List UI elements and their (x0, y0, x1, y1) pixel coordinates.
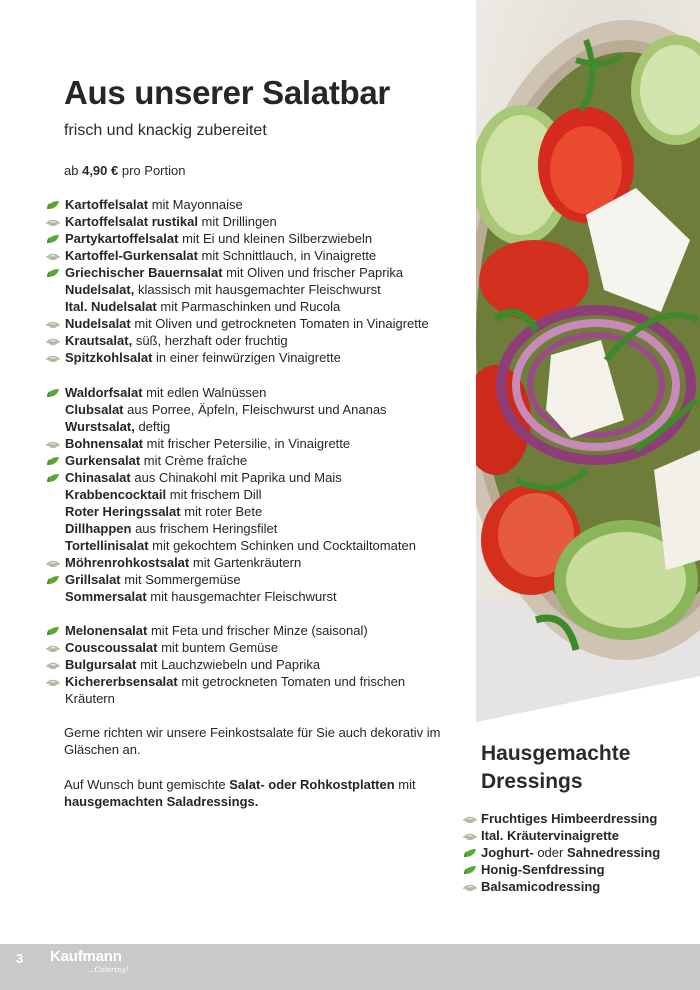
brand-logo: Kaufmann (50, 948, 122, 965)
list-item (46, 315, 429, 332)
list-item (46, 639, 446, 656)
list-item (463, 844, 660, 861)
list-item (46, 469, 416, 486)
item-desc: mit Schnittlauch, in Vinaigrette (197, 248, 377, 263)
item-name: Möhrenrohkostsalat (65, 555, 190, 570)
dressings-title (481, 740, 630, 796)
item-name: Bohnensalat (65, 436, 144, 451)
list-item (46, 554, 416, 571)
note-jar-presentation: Gerne richten wir unsere Feinkostsalate für Sie auch dekorativ im Gläschen an. (64, 725, 441, 757)
item-name: Partykartoffelsalat (65, 231, 179, 246)
brand-tagline: ...Catering! (88, 966, 129, 974)
price-prefix: ab (64, 163, 79, 178)
item-name: Couscoussalat (65, 640, 158, 655)
item-name: Nudelsalat (65, 316, 131, 331)
list-item (46, 281, 429, 298)
item-desc: mit Mayonnaise (148, 197, 243, 212)
item-name: Krabbencocktail (65, 487, 167, 502)
item-name: Krautsalat, (65, 333, 133, 348)
page-title: Aus unserer Salatbar (64, 74, 390, 111)
item-desc: mit Parmaschinken und Rucola (156, 299, 341, 314)
list-item (46, 384, 416, 401)
list-item (46, 435, 416, 452)
item-name: Honig-Senfdressing (481, 862, 605, 877)
vegetarian-leaf-icon (46, 388, 60, 398)
note-platters (64, 776, 454, 810)
item-name: Clubsalat (65, 402, 124, 417)
price-value: 4,90 € (82, 163, 119, 178)
item-name: Ital. Kräutervinaigrette (481, 828, 619, 843)
item-desc: mit buntem Gemüse (157, 640, 279, 655)
price-suffix: pro Portion (121, 163, 186, 178)
item-name: Dillhappen (65, 521, 132, 536)
item-name: Spitzkohlsalat (65, 350, 153, 365)
list-item (46, 673, 446, 707)
item-name: Tortellinisalat (65, 538, 149, 553)
list-item (46, 230, 429, 247)
vegan-bowl-icon (46, 353, 60, 363)
vegan-bowl-icon (46, 251, 60, 261)
item-desc: aus Porree, Äpfeln, Fleischwurst und Ananas (123, 402, 387, 417)
item-name: Fruchtiges Himbeerdressing (481, 811, 658, 826)
vegan-bowl-icon (463, 882, 477, 892)
item-desc: mit getrockneten Tomaten und frischen Kräutern (65, 674, 406, 706)
item-desc: mit roter Bete (180, 504, 263, 519)
salad-list-potato-pasta (46, 196, 429, 366)
vegan-bowl-icon (463, 814, 477, 824)
list-item (46, 520, 416, 537)
vegan-bowl-icon (46, 439, 60, 449)
list-item (46, 349, 429, 366)
item-desc: mit gekochtem Schinken und Cocktailtomaten (148, 538, 416, 553)
item-desc: süß, herzhaft oder fruchtig (132, 333, 288, 348)
page-subtitle: frisch und knackig zubereitet (64, 122, 267, 139)
vegan-bowl-icon (46, 677, 60, 687)
item-desc: mit Lauchzwiebeln und Paprika (136, 657, 321, 672)
item-desc: deftig (134, 419, 171, 434)
note-platters-dressings: hausgemachten Saladressings. (64, 794, 259, 809)
vegetarian-leaf-icon (46, 234, 60, 244)
vegetarian-leaf-icon (46, 473, 60, 483)
list-item (46, 537, 416, 554)
item-name: Nudelsalat, (65, 282, 135, 297)
item-desc: mit Feta und frischer Minze (saisonal) (147, 623, 368, 638)
dressings-title-line1: Hausgemachte (481, 742, 631, 765)
item-name: Griechischer Bauernsalat (65, 265, 223, 280)
list-item (46, 452, 416, 469)
vegan-bowl-icon (46, 660, 60, 670)
dressings-title-line2: Dressings (481, 770, 583, 793)
list-item (46, 622, 446, 639)
item-name: Waldorfsalat (65, 385, 143, 400)
item-desc: in einer feinwürzigen Vinaigrette (152, 350, 341, 365)
list-item (46, 486, 416, 503)
item-name: Melonensalat (65, 623, 148, 638)
item-name: Ital. Nudelsalat (65, 299, 157, 314)
note-platters-text: Auf Wunsch bunt gemischte (64, 777, 230, 792)
vegetarian-leaf-icon (46, 456, 60, 466)
vegetarian-leaf-icon (46, 200, 60, 210)
list-item (463, 810, 660, 827)
vegan-bowl-icon (463, 831, 477, 841)
list-item (463, 878, 660, 895)
vegan-bowl-icon (46, 319, 60, 329)
vegetarian-leaf-icon (463, 865, 477, 875)
salad-list-classic (46, 384, 416, 605)
item-name: Kichererbsensalat (65, 674, 178, 689)
item-name: Wurstsalat, (65, 419, 135, 434)
page-number: 3 (16, 951, 24, 966)
note-platters-text-mid: mit (394, 777, 416, 792)
item-name: Kartoffelsalat (65, 197, 149, 212)
salad-photo (476, 0, 700, 722)
item-desc: mit Oliven und getrockneten Tomaten in Vinaigrette (130, 316, 429, 331)
item-desc: mit hausgemachter Fleischwurst (146, 589, 337, 604)
item-desc: mit Gartenkräutern (189, 555, 302, 570)
item-desc: mit frischem Dill (166, 487, 262, 502)
item-desc: oder (533, 845, 567, 860)
list-item (46, 247, 429, 264)
vegetarian-leaf-icon (463, 848, 477, 858)
list-item (46, 588, 416, 605)
dressings-list (463, 810, 660, 895)
vegan-bowl-icon (46, 217, 60, 227)
item-name: Grillsalat (65, 572, 121, 587)
item-desc: klassisch mit hausgemachter Fleischwurst (134, 282, 381, 297)
vegan-bowl-icon (46, 336, 60, 346)
list-item (46, 298, 429, 315)
item-desc: mit edlen Walnüssen (142, 385, 267, 400)
vegetarian-leaf-icon (46, 575, 60, 585)
item-desc: aus frischem Heringsfilet (131, 521, 278, 536)
item-name: Balsamicodressing (481, 879, 601, 894)
page-footer (0, 944, 700, 990)
item-desc: mit Sommergemüse (120, 572, 241, 587)
item-name: Joghurt- (481, 845, 534, 860)
list-item (463, 827, 660, 844)
item-name-2: Sahnedressing (566, 845, 661, 860)
note-platters-bold: Salat- oder Rohkostplatten (229, 777, 395, 792)
list-item (46, 264, 429, 281)
item-name: Gurkensalat (65, 453, 141, 468)
price-line (64, 163, 185, 178)
item-desc: mit Drillingen (197, 214, 277, 229)
vegan-bowl-icon (46, 558, 60, 568)
list-item (46, 332, 429, 349)
list-item (463, 861, 660, 878)
item-name: Sommersalat (65, 589, 147, 604)
item-name: Kartoffelsalat rustikal (65, 214, 198, 229)
list-item (46, 656, 446, 673)
item-name: Kartoffel-Gurkensalat (65, 248, 198, 263)
item-desc: mit frischer Petersilie, in Vinaigrette (143, 436, 351, 451)
item-name: Bulgursalat (65, 657, 137, 672)
vegetarian-leaf-icon (46, 268, 60, 278)
vegan-bowl-icon (46, 643, 60, 653)
item-desc: mit Crème fraîche (140, 453, 248, 468)
list-item (46, 196, 429, 213)
item-desc: mit Oliven und frischer Paprika (222, 265, 404, 280)
salad-bowl-illustration (476, 0, 700, 722)
salad-list-grain (46, 622, 446, 707)
list-item (46, 571, 416, 588)
item-desc: aus Chinakohl mit Paprika und Mais (130, 470, 342, 485)
list-item (46, 213, 429, 230)
list-item (46, 503, 416, 520)
item-desc: mit Ei und kleinen Silberzwiebeln (178, 231, 373, 246)
item-name: Chinasalat (65, 470, 131, 485)
item-name: Roter Heringssalat (65, 504, 181, 519)
list-item (46, 401, 416, 418)
vegetarian-leaf-icon (46, 626, 60, 636)
list-item (46, 418, 416, 435)
